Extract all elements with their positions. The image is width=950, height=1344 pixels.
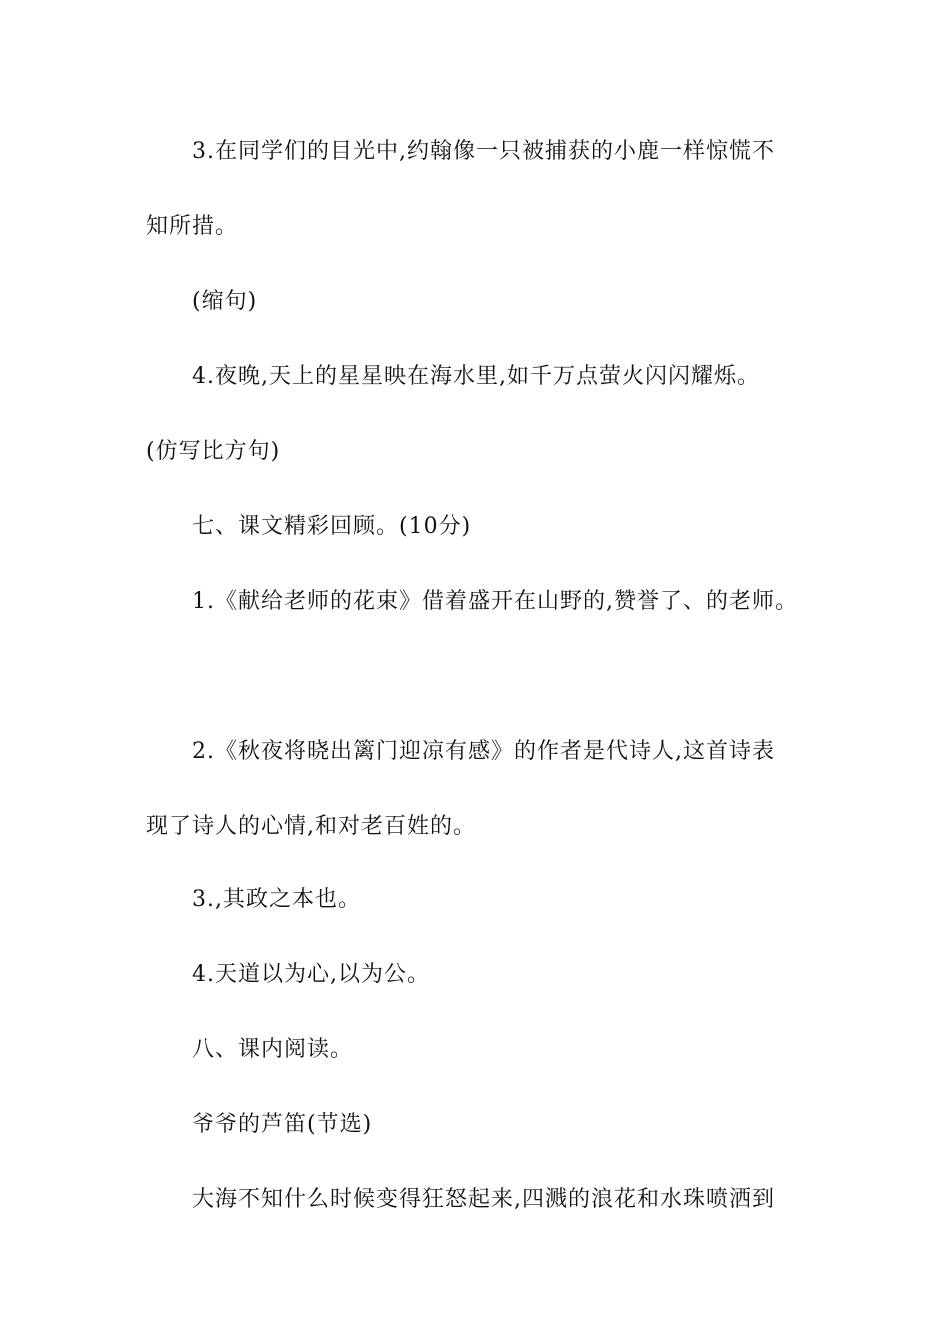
question-3-instruction: (缩句) [192, 289, 258, 314]
review-item-2-line-2: 现了诗人的心情,和对老百姓的。 [146, 814, 476, 839]
section-7-heading: 七、课文精彩回顾。(10分) [192, 514, 472, 539]
review-item-4: 4.天道以为心,以为公。 [192, 962, 430, 987]
reading-paragraph-line-1: 大海不知什么时候变得狂怒起来,四溅的浪花和水珠喷洒到 [192, 1187, 775, 1212]
review-item-3: 3.,其政之本也。 [192, 887, 361, 912]
review-item-1: 1.《献给老师的花束》借着盛开在山野的,赞誉了、的老师。 [192, 589, 798, 614]
question-4-instruction: (仿写比方句) [146, 439, 281, 464]
review-item-2-line-1: 2.《秋夜将晓出篱门迎凉有感》的作者是代诗人,这首诗表 [192, 739, 775, 764]
section-8-heading: 八、课内阅读。 [192, 1037, 354, 1062]
question-3-line-2: 知所措。 [146, 214, 239, 239]
question-4-line-1: 4.夜晚,天上的星星映在海水里,如千万点萤火闪闪耀烁。 [192, 364, 760, 389]
question-3-line-1: 3.在同学们的目光中,约翰像一只被捕获的小鹿一样惊慌不 [192, 139, 775, 164]
reading-title: 爷爷的芦笛(节选) [192, 1112, 373, 1137]
